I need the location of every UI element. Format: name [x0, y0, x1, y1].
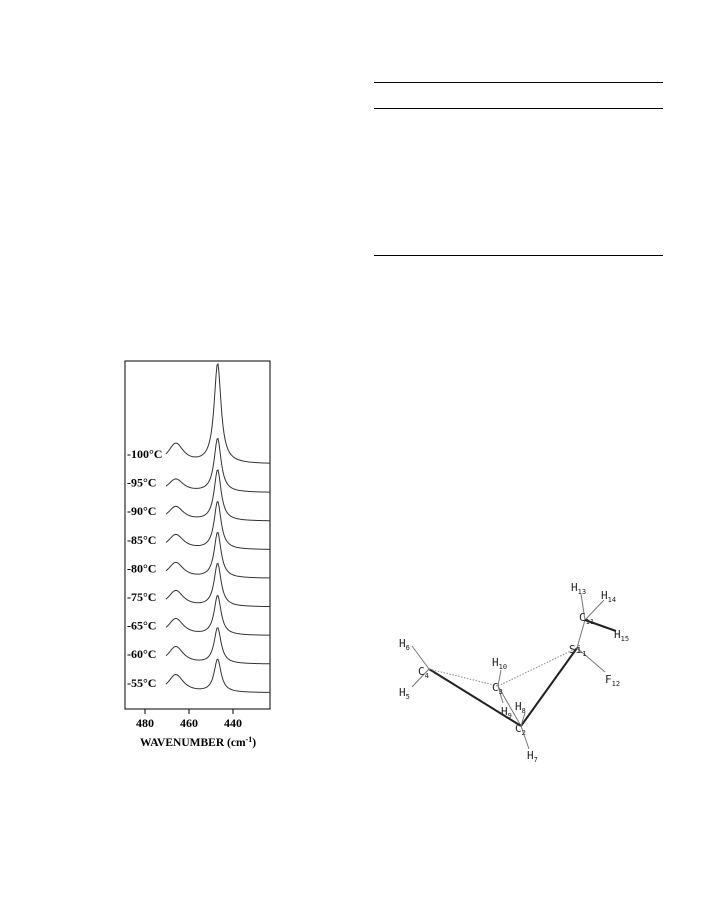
spectrum-trace [166, 364, 270, 463]
table-header-rule [374, 108, 663, 109]
atom-f12: $F_{12}$ [605, 673, 621, 688]
molecular-structure [385, 570, 685, 770]
atom-c11: $C_{11}$ [579, 611, 595, 626]
spectrum-trace [166, 563, 270, 606]
atom-c3: $C_3$ [492, 681, 503, 696]
atom-h15: $H_{15}$ [614, 628, 630, 643]
x-axis-ticks [136, 709, 242, 730]
atom-h14: $H_{14}$ [601, 589, 617, 604]
table-top-rule [374, 82, 663, 83]
bond-c3-si1 [498, 648, 577, 686]
spectra-traces [166, 364, 270, 692]
temperature-labels [127, 447, 162, 690]
temperature-label: -100°C [127, 447, 163, 461]
x-tick-label: 480 [136, 716, 154, 730]
spectrum-trace [166, 628, 270, 664]
atom-h13: $H_{13}$ [571, 581, 587, 596]
atom-h6: $H_6$ [399, 637, 410, 652]
raman-spectra-figure [110, 355, 280, 755]
x-axis-title: WAVENUMBER $(cm^{-1})$ [140, 735, 257, 749]
spectrum-trace [166, 659, 270, 692]
spectrum-trace [166, 533, 270, 578]
temperature-label: -55°C [127, 675, 157, 690]
table-bottom-rule [374, 255, 663, 256]
atom-h7: $H_7$ [527, 749, 538, 764]
atom-h10: $H_{10}$ [492, 656, 508, 671]
atom-c4: $C_4$ [418, 665, 429, 680]
temperature-label: -80°C [127, 561, 157, 576]
bond-c2-si1 [521, 648, 577, 726]
atom-si1: $Si_1$ [569, 643, 587, 658]
spectrum-trace [166, 438, 270, 492]
x-tick-label: 440 [224, 716, 242, 730]
temperature-label: -90°C [127, 504, 157, 519]
temperature-label: -85°C [127, 532, 157, 547]
x-tick-label: 460 [180, 716, 198, 730]
bond-c11-h14 [585, 600, 604, 620]
temperature-label: -65°C [127, 618, 157, 633]
bond-c4-c3 [429, 669, 498, 686]
temperature-label: -60°C [127, 647, 157, 662]
spectrum-trace [166, 502, 270, 550]
temperature-label: -95°C [127, 475, 157, 490]
atom-h5: $H_5$ [399, 686, 410, 701]
atom-h9: $H_9$ [501, 705, 512, 720]
atom-h8: $H_8$ [515, 700, 526, 715]
spectrum-trace [166, 470, 270, 521]
temperature-label: -75°C [127, 590, 157, 604]
atom-c2: $C_2$ [515, 722, 526, 737]
